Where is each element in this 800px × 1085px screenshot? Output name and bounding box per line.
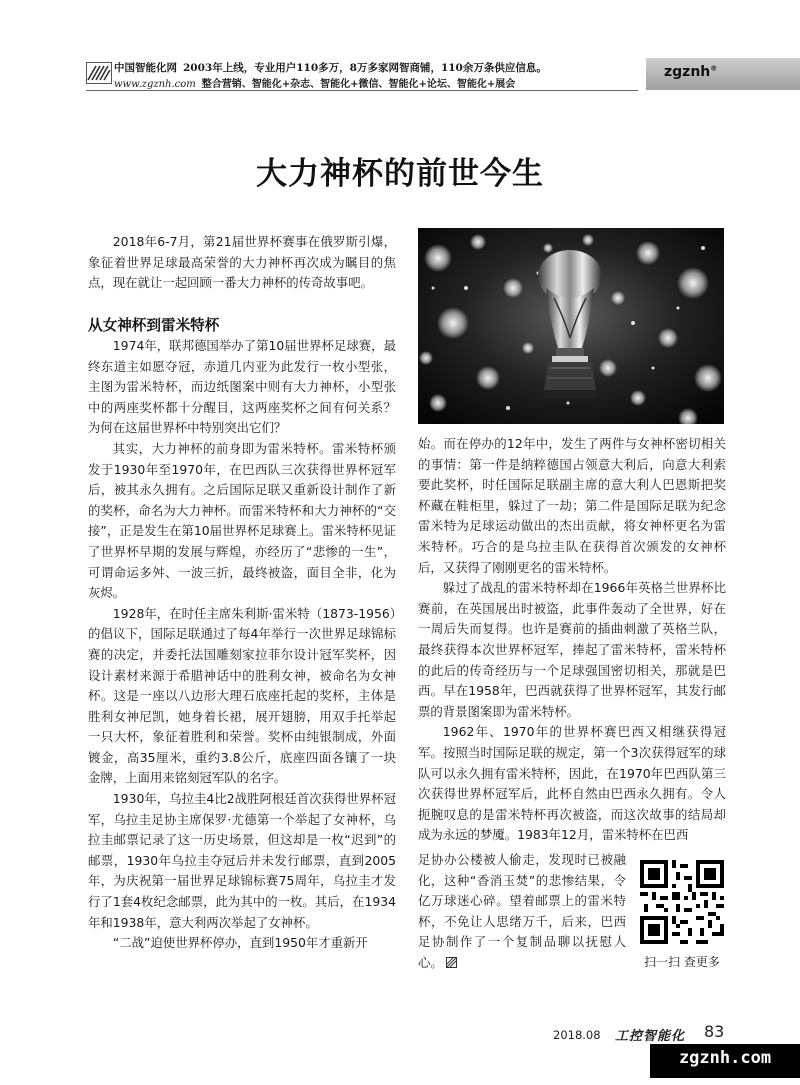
paragraph: 躲过了战乱的雷米特杯却在1966年英格兰世界杯比赛前，在英国展出时被盗，此事件轰动了全世界，好在一周后失而复得。也许是赛前的插曲刺激了英格兰队，最终获得本次世界杯冠军，捧起了雷米特杯，雷米特杯的此后的传奇经历与一个足球强国密切相关，那就是巴西。早在1958年，巴西就获得了世界杯冠军，其发行邮票的背景图案即为雷米特杯。 — [418, 580, 726, 719]
qr-code-icon[interactable] — [640, 860, 724, 944]
right-column — [418, 434, 726, 846]
site-tagline: 2003年上线，专业用户110多万，8万多家网智商铺，110余万条供应信息。 — [183, 62, 547, 74]
paragraph: 1974年，联邦德国举办了第10届世界杯足球赛，最终东道主如愿夺冠，赤道几内亚为此发行一枚小型张，主图为雷米特杯，而边纸图案中则有大力神杯，小型张中的两座奖杯都十分醒目，这两座奖杯之间有何关系？为何在这届世界杯中特别突出它们？ — [88, 338, 396, 436]
section-heading: 从女神杯到雷米特杯 — [88, 317, 220, 334]
magazine-name: 工控智能化 — [615, 1029, 686, 1044]
site-services: 整合营销、智能化+杂志、智能化+微信、智能化+论坛、智能化+展会 — [201, 79, 516, 90]
left-column — [88, 336, 396, 954]
end-mark-icon — [446, 957, 457, 968]
qr-caption: 扫一扫 查更多 — [644, 955, 720, 969]
header-divider — [86, 90, 638, 91]
right-column-narrow — [418, 850, 626, 974]
article-title: 大力神杯的前世今生 — [256, 156, 544, 192]
world-cup-trophy-photo — [418, 228, 724, 424]
paragraph: 1928年，在时任主席朱利斯·雷米特（1873-1956）的倡议下，国际足联通过了每4年举行一次世界足球锦标赛的决定，并委托法国雕刻家拉菲尔设计冠军奖杯，因设计素材来源于希腊神话中的胜利女神，被命名为女神杯。这是一座以八边形大理石底座托起的奖杯，主体是胜利女神尼凯，她身着长裙，展开翅膀，用双手托举起一只大杯，象征着胜利和荣誉。奖杯由纯银制成，外面镀金，高35厘米，重约3.8公斤，底座四面各镶了一块金牌，上面用来铭刻冠军队的名字。 — [88, 605, 396, 786]
paragraph: 1930年，乌拉圭4比2战胜阿根廷首次获得世界杯冠军，乌拉圭足协主席保罗·尤德第一个举起了女神杯，乌拉圭邮票记录了这一历史场景，但这却是一枚“迟到”的邮票，1930年乌拉圭夺冠后并未发行邮票，直到2005年，为庆祝第一届世界足球锦标赛75周年，乌拉圭才发行了1套4枚纪念邮票，此为其中的一枚。其后，在1934年和1938年，意大利两次举起了女神杯。 — [88, 791, 396, 930]
paragraph: “二战”迫使世界杯停办，直到1950年才重新开 — [112, 935, 368, 951]
site-url[interactable]: www.zgznh.com — [114, 79, 196, 90]
paragraph: 1962年、1970年的世界杯赛巴西又相继获得冠军。按照当时国际足联的规定，第一个3次获得冠军的球队可以永久拥有雷米特杯，因此，在1970年巴西队第三次获得世界杯冠军后，此杯自然由巴西永久拥有。令人扼腕叹息的是雷米特杯再次被盗，而这次故事的结局却成为永远的梦魇。1983年12月，雷米特杯在巴西 — [418, 724, 726, 843]
page-number: 83 — [704, 1022, 725, 1041]
paragraph: 始。而在停办的12年中，发生了两件与女神杯密切相关的事情：第一件是纳粹德国占领意大利后，向意大利索要此奖杯，时任国际足联副主席的意大利人巴恩斯把奖杯藏在鞋柜里，躲过了一劫；第二件是国际足联为纪念雷米特为足球运动做出的杰出贡献，将女神杯更名为雷米特杯。巧合的是乌拉圭队在获得首次颁发的女神杯后，又获得了刚刚更名的雷米特杯。 — [418, 436, 726, 575]
issue-date: 2018.08 — [553, 1028, 601, 1042]
header-line-1 — [114, 60, 547, 75]
article-intro: 2018年6-7月，第21届世界杯赛事在俄罗斯引爆，象征着世界足球最高荣誉的大力神杯再次成为瞩目的焦点，现在就让一起回顾一番大力神杯的传奇故事吧。 — [88, 234, 396, 291]
paragraph: 其实，大力神杯的前身即为雷米特杯。雷米特杯颁发于1930年至1970年，在巴西队三次获得世界杯冠军后，被其永久拥有。之后国际足联又重新设计制作了新的奖杯，命名为大力神杯。而雷米特杯和大力神杯的“交接”，正是发生在第10届世界杯足球赛上。雷米特杯见证了世界杯早期的发展与辉煌，亦经历了“悲惨的一生”，可谓命运多舛、一波三折，最终被盗，面目全非，化为灰烬。 — [88, 440, 396, 601]
zgznh-logo-icon — [86, 62, 112, 84]
site-name: 中国智能化网 — [114, 62, 177, 74]
registered-mark: ® — [710, 64, 718, 73]
paragraph-end: 足协办公楼被人偷走，发现时已被融化，这种“香消玉焚”的悲惨结果，令亿万球迷心碎。望着邮票上的雷米特杯，不免让人思绪万千，后来，巴西足协制作了一个复制品聊以抚慰人心。 — [418, 852, 626, 970]
footer-site-url[interactable]: zgznh.com — [678, 1048, 772, 1068]
header-line-2 — [114, 75, 515, 90]
header-tab-label: zgznh® — [664, 64, 718, 80]
